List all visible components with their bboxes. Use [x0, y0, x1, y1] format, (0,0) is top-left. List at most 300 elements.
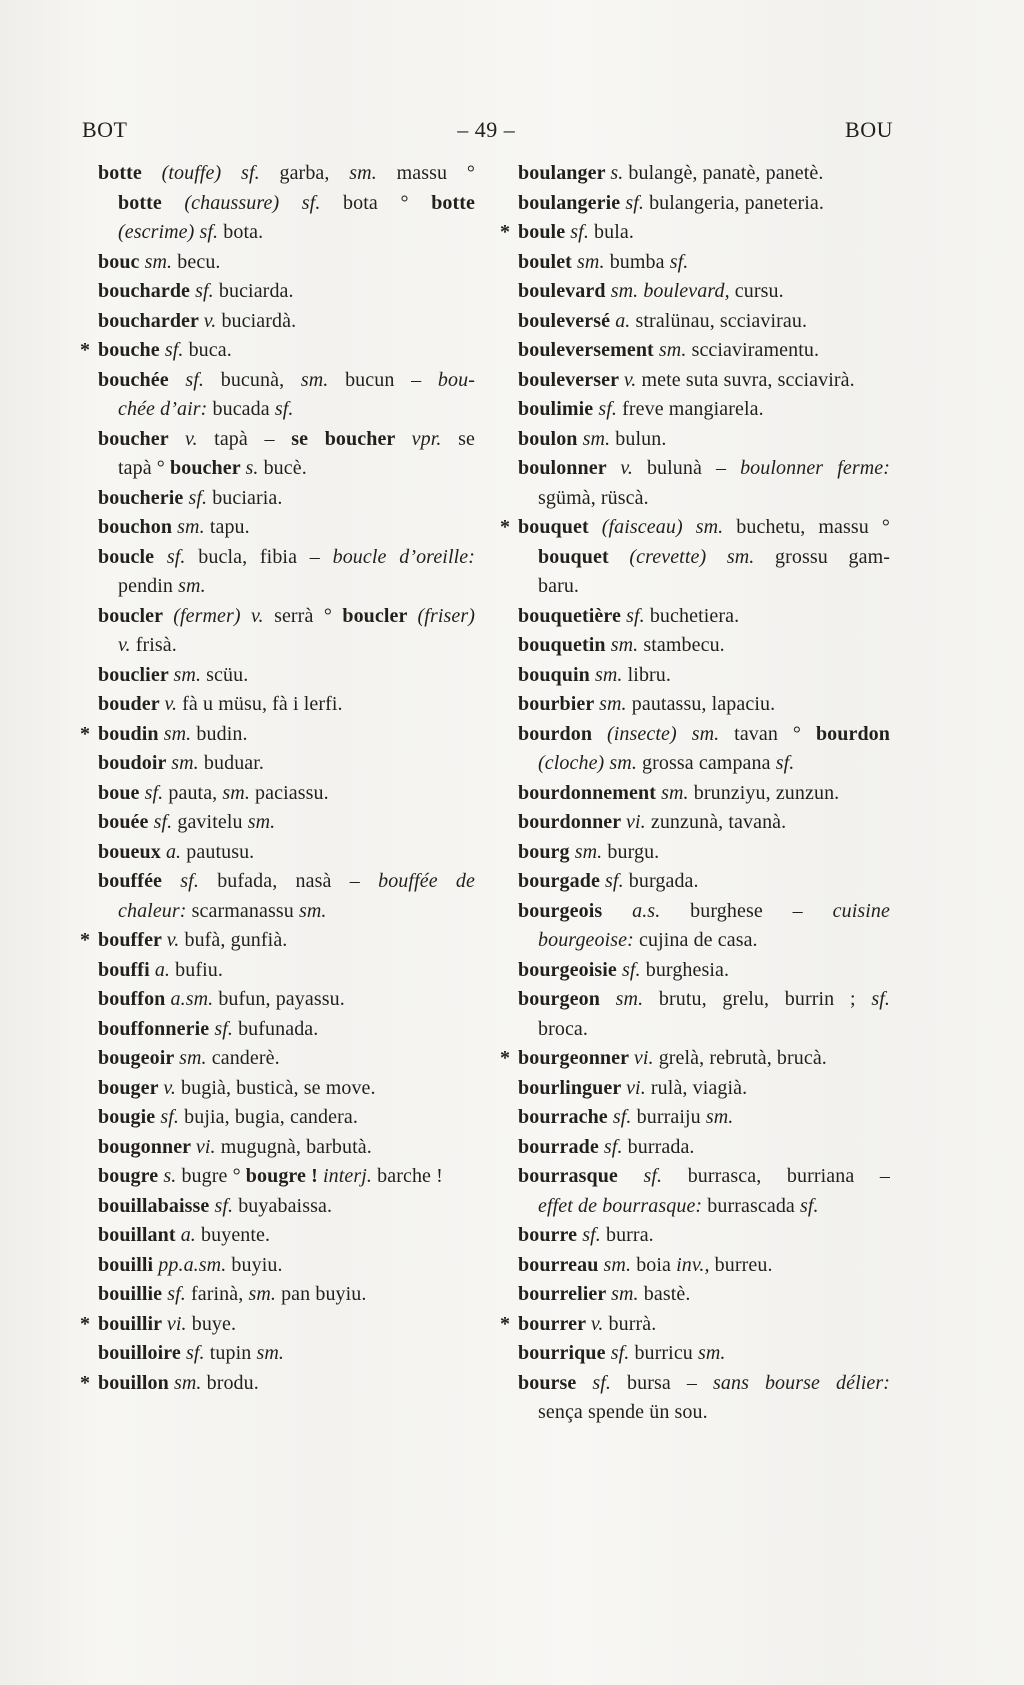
entry-text-segment: vi. [626, 1076, 651, 1099]
entry-text-segment: bula. [594, 221, 634, 243]
entry-text-segment: bouclier [98, 663, 174, 686]
entry-text-segment: (friser) [417, 604, 476, 627]
entry-line [80, 602, 475, 632]
entry-text-segment: bourgade [518, 870, 606, 892]
entry-line [500, 1074, 890, 1104]
entry-line [80, 1044, 475, 1074]
entry-text-segment: botte [98, 162, 162, 184]
entry-text-segment: bufiu. [175, 958, 223, 981]
entry-text-segment: sf. [603, 1135, 628, 1158]
entry-text-segment: becu. [177, 250, 221, 273]
dictionary-entry [80, 1339, 475, 1369]
dictionary-content [80, 159, 1024, 1428]
entry-text-segment: v. [118, 634, 136, 656]
entry-text-segment: bourrique [518, 1342, 611, 1364]
entry-text-segment: bourdon [815, 722, 891, 745]
entry-text-segment: sf. [214, 1017, 239, 1040]
entry-line [80, 513, 475, 543]
dictionary-entry [80, 926, 475, 956]
entry-text-segment: sf. [598, 398, 623, 420]
dictionary-entry [500, 189, 890, 219]
entry-text-segment: sf. [775, 752, 795, 774]
entry-line [500, 1221, 890, 1251]
entry-text-segment: sf. [160, 1106, 185, 1128]
entry-line [118, 218, 475, 248]
dictionary-entry [500, 690, 890, 720]
entry-text-segment: grelà, rebrutà, brucà. [658, 1047, 827, 1069]
dictionary-entry [80, 1015, 475, 1045]
entry-line [80, 1339, 475, 1369]
entry-text-segment: boueux [98, 840, 166, 863]
entry-text-segment: bourdonner [518, 811, 626, 833]
entry-text-segment: sf. [570, 221, 595, 243]
entry-line [500, 1133, 890, 1163]
entry-text-segment: boucharde [98, 280, 196, 302]
entry-text-segment: sf. [188, 486, 213, 509]
dictionary-entry [80, 543, 475, 602]
entry-line [500, 366, 890, 396]
dictionary-entry [500, 1103, 890, 1133]
entry-text-segment: sm. [178, 575, 206, 597]
entry-text-segment: bursa – [627, 1371, 713, 1394]
entry-text-segment: burghesia. [645, 958, 730, 981]
entry-text-segment: chaleur: [118, 899, 192, 922]
entry-star-marker: * [500, 1047, 511, 1069]
entry-line [80, 1074, 475, 1104]
entry-text-segment: sm. boulevard, [610, 280, 735, 302]
entry-star-marker: * [500, 516, 511, 538]
entry-line [118, 454, 475, 484]
entry-text-segment: sf. [144, 781, 169, 804]
entry-text-segment: buchetu, massu ° [736, 516, 890, 538]
entry-line [80, 277, 475, 307]
dictionary-entry [80, 336, 475, 366]
entry-text-segment: libru. [627, 663, 671, 686]
entry-text-segment: brodu. [206, 1371, 259, 1394]
entry-text-segment: sf. [153, 811, 178, 833]
entry-text-segment: rulà, viagià. [650, 1076, 748, 1099]
entry-text-segment: a.s. [632, 899, 691, 922]
entry-text-segment: pautassu, lapaciu. [631, 693, 776, 715]
header-left-word: BOT [82, 117, 128, 142]
entry-line [80, 1103, 475, 1133]
entry-text-segment: bouffi [98, 958, 155, 981]
entry-text-segment: bugià, busticà, se move. [181, 1076, 376, 1099]
entry-text-segment: bougonner [98, 1135, 196, 1158]
entry-line [80, 720, 475, 750]
entry-text-segment: buciaria. [212, 486, 283, 509]
entry-line [80, 1251, 475, 1281]
entry-line [118, 572, 475, 602]
entry-text-segment: bufunada. [238, 1017, 319, 1040]
entry-text-segment: gavitelu [177, 811, 248, 833]
entry-line [500, 395, 890, 425]
entry-text-segment: bota ° [343, 191, 432, 214]
entry-line [500, 248, 890, 278]
entry-text-segment: pendin [118, 575, 179, 597]
entry-text-segment: boudin [98, 722, 164, 745]
entry-text-segment: burghese – [690, 899, 833, 922]
entry-text-segment: sm. [298, 899, 327, 922]
entry-line [500, 1280, 890, 1310]
dictionary-entry [80, 838, 475, 868]
entry-text-segment: pauta, [168, 781, 223, 804]
dictionary-entry [80, 602, 475, 661]
entry-text-segment: fà u müsu, fà i lerfi. [182, 693, 343, 715]
entry-text-segment: burrasca, burriana – [687, 1165, 890, 1187]
dictionary-entry [80, 779, 475, 809]
entry-text-segment: sm. [177, 516, 210, 538]
entry-text-segment: bouilli [98, 1253, 159, 1276]
entry-text-segment: sm. [698, 1342, 726, 1364]
entry-text-segment: sf. [167, 1283, 191, 1305]
entry-text-segment: sm. [594, 663, 628, 686]
entry-text-segment: bougre ! [245, 1165, 323, 1187]
entry-text-segment: tapà – [214, 427, 292, 450]
entry-text-segment: boulet [518, 250, 578, 273]
entry-text-segment: sm. [603, 1253, 637, 1276]
entry-text-segment: sf. [582, 1224, 606, 1246]
entry-text-segment: burreu. [709, 1253, 773, 1276]
dictionary-entry [80, 307, 475, 337]
entry-text-segment: bouillabaisse [98, 1194, 215, 1217]
entry-text-segment: boulonner [518, 457, 621, 479]
entry-text-segment: bourrasque [518, 1165, 644, 1187]
entry-text-segment: bota. [223, 221, 264, 243]
entry-text-segment: v. [163, 1076, 182, 1099]
entry-text-segment: sm. [256, 1342, 284, 1364]
dictionary-entry [80, 1280, 475, 1310]
entry-text-segment: vpr. [411, 427, 459, 450]
entry-text-segment: sm. [179, 1047, 212, 1069]
dictionary-entry [500, 307, 890, 337]
entry-text-segment: boucler [98, 604, 174, 627]
entry-line [500, 661, 890, 691]
entry-text-segment: bouquetière [518, 604, 627, 627]
entry-text-segment: barche ! [377, 1165, 443, 1187]
entry-text-segment: bouleversé [518, 309, 616, 332]
entry-text-segment: bumba [609, 250, 670, 273]
entry-text-segment: sm. [163, 722, 197, 745]
entry-text-segment: sf. [669, 250, 689, 273]
dictionary-entry [500, 1310, 890, 1340]
entry-text-segment: a. [180, 1224, 202, 1246]
entry-text-segment: sf. [180, 870, 218, 892]
dictionary-entry [500, 1339, 890, 1369]
entry-text-segment: cursu. [734, 280, 784, 302]
entry-text-segment: sf. [626, 604, 650, 627]
entry-text-segment: scarmanassu [191, 899, 299, 922]
entry-text-segment: bouffer [98, 929, 167, 951]
entry-text-segment: boudoir [98, 752, 172, 774]
entry-line [538, 484, 890, 514]
entry-text-segment: burgu. [607, 840, 660, 863]
dictionary-entry [500, 277, 890, 307]
entry-line [500, 1251, 890, 1281]
entry-text-segment: bouleverser [518, 368, 624, 391]
entry-text-segment: sf. [592, 1371, 628, 1394]
entry-text-segment: boucher [98, 427, 185, 450]
entry-line [80, 690, 475, 720]
entry-line [500, 1369, 890, 1399]
dictionary-entry [500, 1074, 890, 1104]
dictionary-entry [500, 218, 890, 248]
dictionary-entry [500, 720, 890, 779]
entry-text-segment: v. [623, 368, 642, 391]
dictionary-entry [80, 248, 475, 278]
entry-text-segment: bouche [98, 339, 165, 361]
entry-text-segment: bulangeria, paneteria. [649, 191, 824, 214]
entry-text-segment: farinà, [191, 1283, 249, 1305]
entry-text-segment: massu ° [396, 162, 475, 184]
entry-text-segment: bufà, gunfià. [184, 929, 288, 951]
dictionary-entry [500, 366, 890, 396]
dictionary-entry [80, 808, 475, 838]
dictionary-entry [500, 1369, 890, 1428]
entry-text-segment: sf. [195, 280, 219, 302]
entry-text-segment: sm. [615, 988, 659, 1010]
entry-line [80, 1133, 475, 1163]
entry-text-segment: (cloche) sm. [538, 752, 643, 774]
entry-text-segment: bourgeon [518, 988, 616, 1010]
entry-text-segment: bucla, fibia – [198, 545, 333, 568]
entry-line [500, 956, 890, 986]
entry-text-segment: scüu. [206, 663, 249, 686]
entry-text-segment: boulonner ferme: [740, 457, 890, 479]
entry-text-segment: a.sm. [170, 988, 219, 1010]
entry-text-segment: baru. [538, 575, 580, 597]
entry-text-segment: buyente. [201, 1224, 271, 1246]
entry-text-segment: bourgeoise: [538, 929, 639, 951]
entry-text-segment: bouder [98, 693, 165, 715]
entry-text-segment: se boucher [291, 427, 412, 450]
entry-line [500, 1103, 890, 1133]
entry-text-segment: buduar. [203, 752, 265, 774]
entry-text-segment: grossu gam- [775, 545, 890, 568]
entry-text-segment: bourdon [518, 722, 608, 745]
entry-text-segment: sf. [166, 545, 199, 568]
dictionary-entry [80, 1369, 475, 1399]
entry-line [538, 926, 890, 956]
entry-line [500, 720, 890, 750]
entry-text-segment: buyiu. [231, 1253, 283, 1276]
entry-text-segment: interj. [322, 1165, 378, 1187]
entry-text-segment: sf. [871, 988, 890, 1010]
dictionary-entry [500, 897, 890, 956]
entry-line [80, 1280, 475, 1310]
header-right-word: BOU [845, 117, 893, 142]
dictionary-entry [500, 838, 890, 868]
dictionary-entry [500, 454, 890, 513]
entry-text-segment: vi. [195, 1135, 221, 1158]
entry-text-segment: vi. [633, 1047, 659, 1069]
entry-line [500, 690, 890, 720]
entry-line [80, 1369, 475, 1399]
entry-text-segment: bourbier [518, 693, 600, 715]
entry-text-segment: bucada [212, 398, 275, 420]
entry-text-segment: s. [245, 457, 264, 479]
entry-text-segment: bouquetin [518, 634, 611, 656]
entry-text-segment: (touffe) sf. [161, 162, 280, 184]
entry-text-segment: bouillir [98, 1312, 167, 1335]
dictionary-entry [500, 956, 890, 986]
entry-line [500, 1310, 890, 1340]
entry-text-segment: boucharder [98, 309, 204, 332]
entry-line [80, 336, 475, 366]
dictionary-entry [80, 513, 475, 543]
entry-line [118, 189, 475, 219]
entry-text-segment: burra. [605, 1224, 654, 1246]
dictionary-entry [500, 395, 890, 425]
entry-text-segment: a. [615, 309, 636, 332]
entry-text-segment: bastè. [643, 1283, 691, 1305]
entry-line [118, 631, 475, 661]
entry-text-segment: tupin [209, 1342, 257, 1364]
entry-text-segment: bulun. [615, 427, 667, 450]
dictionary-entry [500, 1251, 890, 1281]
entry-text-segment: sans bourse délier: [712, 1371, 891, 1394]
entry-text-segment: (faisceau) sm. [601, 516, 737, 538]
entry-text-segment: burrascada [707, 1194, 801, 1217]
entry-text-segment: paciassu. [255, 781, 329, 804]
entry-text-segment: bouffon [98, 988, 171, 1010]
entry-line [500, 838, 890, 868]
entry-text-segment: boulangerie [518, 191, 626, 214]
left-column [80, 159, 475, 1428]
entry-text-segment: bouquin [518, 663, 595, 686]
entry-text-segment: burraiju [636, 1106, 706, 1128]
dictionary-entry [80, 661, 475, 691]
entry-text-segment: bucunà, [220, 368, 301, 391]
entry-text-segment: sf. [214, 1194, 239, 1217]
entry-line [500, 867, 890, 897]
entry-text-segment: stralünau, scciavirau. [635, 309, 808, 332]
entry-line [80, 543, 475, 573]
entry-text-segment: sf. [800, 1194, 819, 1217]
entry-text-segment: bouillant [98, 1224, 181, 1246]
entry-text-segment: bulunà – [646, 457, 741, 479]
entry-text-segment: bouffonnerie [98, 1017, 215, 1040]
entry-line [80, 926, 475, 956]
entry-text-segment: bufun, payassu. [218, 988, 345, 1010]
entry-text-segment: boulimie [518, 398, 599, 420]
dictionary-entry [80, 159, 475, 248]
entry-text-segment: bouquet [518, 516, 602, 538]
entry-text-segment: sm. [577, 250, 610, 273]
entry-text-segment: burricu [634, 1342, 698, 1364]
entry-text-segment: buyabaissa. [238, 1194, 333, 1217]
entry-text-segment: cujina de casa. [639, 929, 758, 951]
entry-text-segment: bouquet [538, 545, 630, 568]
entry-text-segment: bulangè, panatè, panetè. [628, 162, 824, 184]
entry-text-segment: bouchon [98, 516, 178, 538]
entry-text-segment: boule [518, 221, 571, 243]
entry-line [80, 808, 475, 838]
entry-text-segment: zunzunà, tavanà. [650, 811, 787, 833]
entry-text-segment: buca. [188, 339, 232, 361]
entry-line [538, 1015, 890, 1045]
entry-text-segment: bujia, bugia, candera. [184, 1106, 358, 1128]
entry-text-segment: mugugnà, barbutà. [220, 1135, 372, 1158]
entry-text-segment: tapà ° [118, 457, 171, 479]
dictionary-entry [500, 513, 890, 602]
entry-text-segment: sm. [222, 781, 256, 804]
entry-text-segment: boia [636, 1253, 677, 1276]
entry-text-segment: sm. [173, 1371, 207, 1394]
entry-line [500, 218, 890, 248]
entry-line [80, 749, 475, 779]
entry-text-segment: bouffée [98, 870, 181, 892]
entry-text-segment: s. [610, 162, 629, 184]
dictionary-entry [80, 1103, 475, 1133]
dictionary-entry [80, 277, 475, 307]
entry-text-segment: sf. [625, 191, 650, 214]
entry-text-segment: inv., [676, 1253, 710, 1276]
entry-star-marker: * [80, 1371, 91, 1394]
entry-line [118, 395, 475, 425]
entry-text-segment: sf. [164, 339, 189, 361]
entry-text-segment: garba, [279, 162, 350, 184]
entry-text-segment: sença spende ün sou. [538, 1401, 708, 1423]
entry-text-segment: freve mangiarela. [622, 398, 764, 420]
dictionary-entry [500, 631, 890, 661]
dictionary-entry [80, 425, 475, 484]
entry-text-segment: sm. [349, 162, 397, 184]
dictionary-entry [500, 867, 890, 897]
entry-text-segment: (chaussure) sf. [184, 191, 344, 214]
entry-line [500, 277, 890, 307]
entry-text-segment: buciarda. [218, 280, 294, 302]
entry-text-segment: bufada, nasà – [217, 870, 379, 892]
entry-line [500, 1162, 890, 1192]
entry-text-segment: boucherie [98, 486, 189, 509]
entry-line [80, 779, 475, 809]
entry-line [80, 425, 475, 455]
entry-text-segment: broca. [538, 1017, 589, 1040]
dictionary-entry [500, 661, 890, 691]
entry-text-segment: boulon [518, 427, 583, 450]
entry-text-segment: bougie [98, 1106, 161, 1128]
entry-text-segment: botte [431, 191, 476, 214]
entry-text-segment: stambecu. [643, 634, 725, 656]
entry-text-segment: sm. [582, 427, 616, 450]
entry-line [80, 1162, 475, 1192]
entry-text-segment: pan buyiu. [281, 1283, 367, 1305]
dictionary-entry [80, 1310, 475, 1340]
entry-line [500, 307, 890, 337]
entry-text-segment: sgümà, rüscà. [538, 486, 649, 509]
entry-text-segment: boucle d’oreille: [332, 545, 476, 568]
entry-text-segment: sm. [705, 1106, 734, 1128]
dictionary-entry [500, 159, 890, 189]
entry-line [118, 897, 475, 927]
entry-text-segment: tavan ° [734, 722, 816, 745]
entry-line [80, 1015, 475, 1045]
dictionary-entry [500, 1133, 890, 1163]
entry-line [538, 749, 890, 779]
entry-line [80, 867, 475, 897]
entry-text-segment: boucher [170, 457, 246, 479]
entry-line [80, 1192, 475, 1222]
entry-line [80, 248, 475, 278]
entry-text-segment: v. [164, 693, 183, 715]
entry-text-segment: bourg [518, 840, 575, 863]
dictionary-entry [80, 484, 475, 514]
entry-text-segment: tapu. [209, 516, 250, 538]
entry-text-segment: bougeoir [98, 1047, 180, 1069]
dictionary-entry [80, 1251, 475, 1281]
entry-text-segment: bouilloire [98, 1342, 186, 1364]
